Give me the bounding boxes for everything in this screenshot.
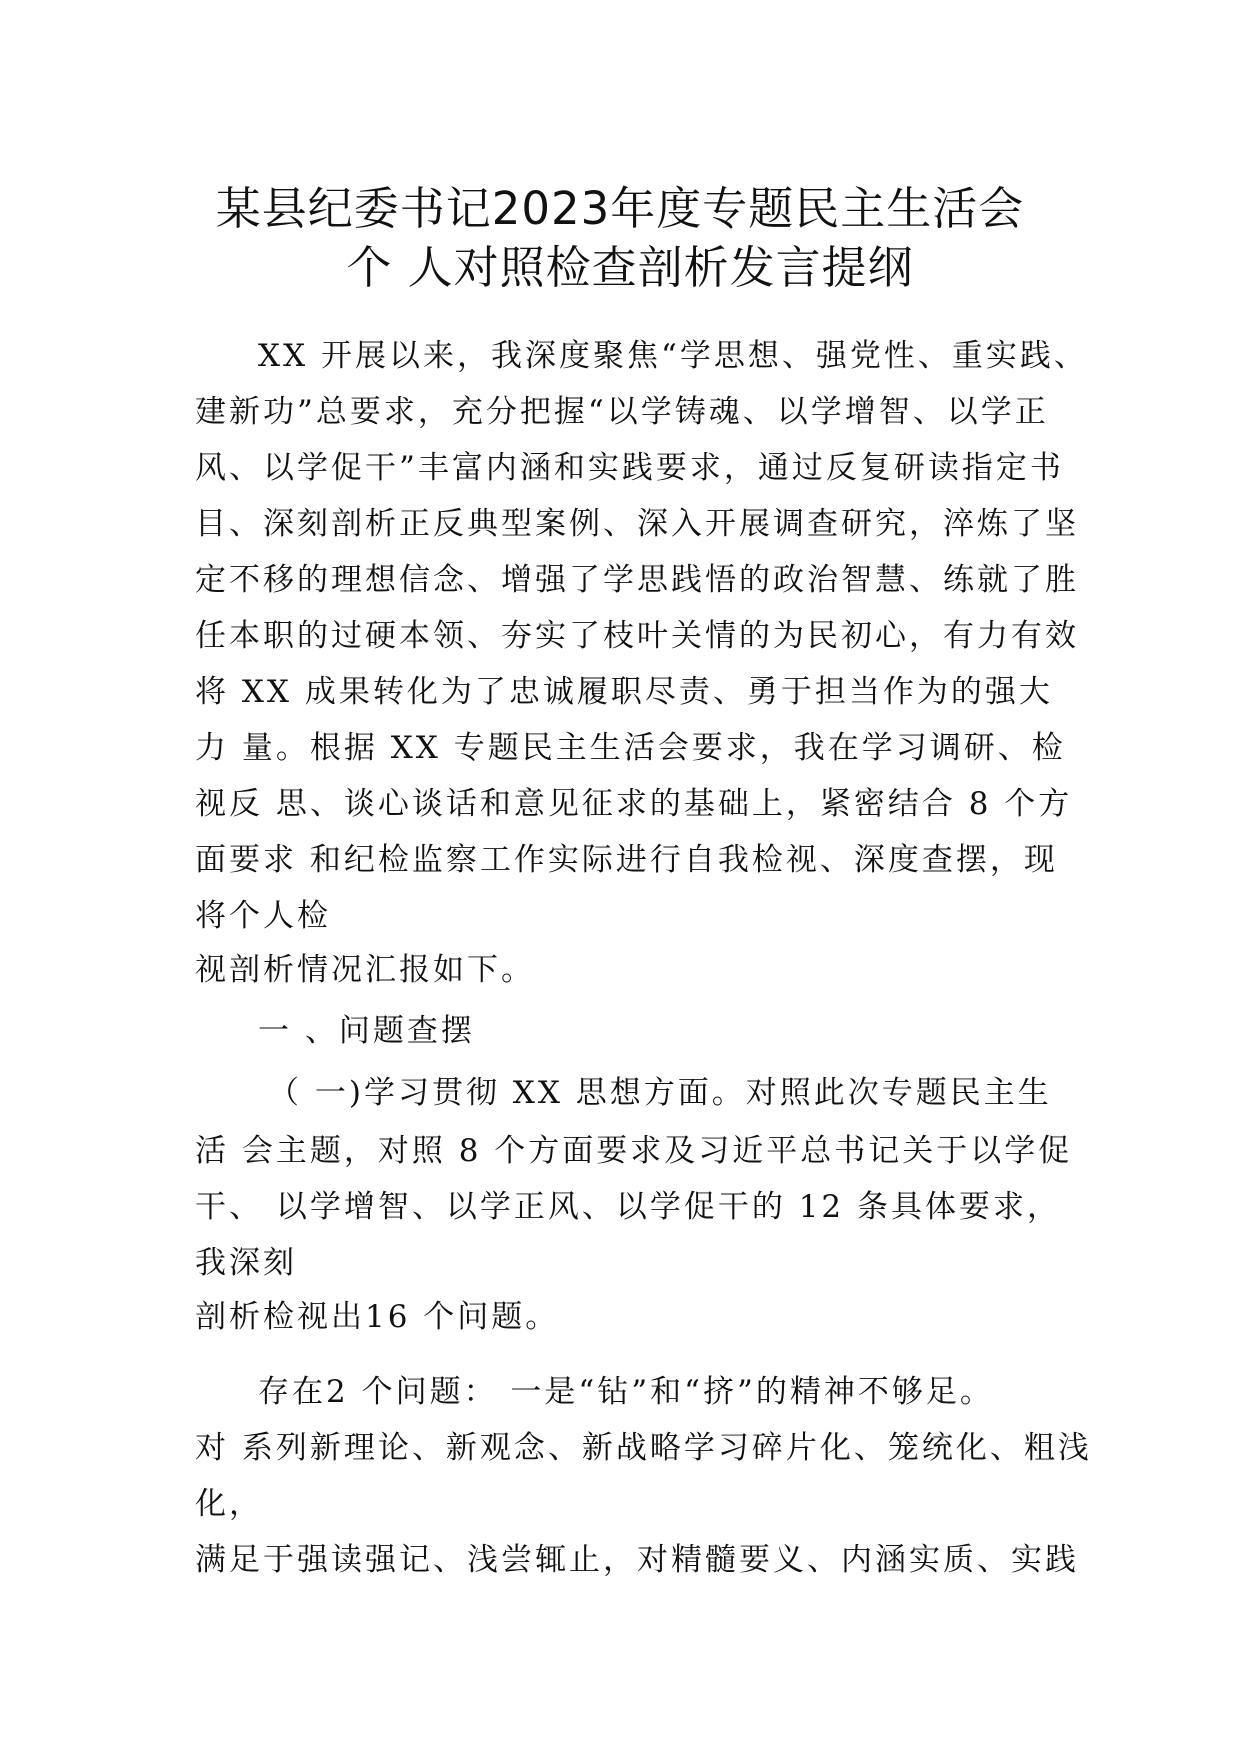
section-heading: 一 、问题查摆 xyxy=(258,1013,475,1049)
body-line: 化， xyxy=(195,1486,263,1522)
body-line: 风、以学促干”丰富内涵和实践要求，通过反复研读指定书 xyxy=(195,450,1064,486)
body-line: 存在2 个问题： 一是“钻”和“挤”的精神不够足。 xyxy=(258,1374,994,1410)
body-line: 将 XX 成果转化为了忠诚履职尽责、勇于担当作为的强大 xyxy=(195,674,1053,710)
body-line: （ 一)学习贯彻 XX 思想方面。对照此次专题民主生 xyxy=(268,1075,1052,1111)
body-line: 我深刻 xyxy=(195,1245,297,1281)
document-title-line-2: 个 人对照检查剖析发言提纲 xyxy=(346,241,914,294)
body-line: 干、 以学增智、以学正风、以学促干的 12 条具体要求， xyxy=(195,1189,1062,1225)
body-line: XX 开展以来，我深度聚焦“学思想、强党性、重实践、 xyxy=(258,338,1088,374)
body-line: 活 会主题，对照 8 个方面要求及习近平总书记关于以学促 xyxy=(195,1133,1073,1169)
body-line: 满足于强读强记、浅尝辄止，对精髓要义、内涵实质、实践 xyxy=(195,1542,1079,1578)
document-title-line-1: 某县纪委书记2023年度专题民主生活会 xyxy=(215,182,1025,235)
body-line: 将个人检 xyxy=(195,898,331,934)
body-line: 视剖析情况汇报如下。 xyxy=(195,952,535,988)
body-line: 面要求 和纪检监察工作实际进行自我检视、深度查摆，现 xyxy=(195,842,1058,878)
body-line: 对 系列新理论、新观念、新战略学习碎片化、笼统化、粗浅 xyxy=(195,1430,1092,1466)
body-line: 剖析检视出16 个问题。 xyxy=(195,1299,560,1335)
body-line: 力 量。根据 XX 专题民主生活会要求，我在学习调研、检 xyxy=(195,730,1066,766)
body-line: 目、深刻剖析正反典型案例、深入开展调查研究，淬炼了坚 xyxy=(195,506,1079,542)
body-line: 建新功”总要求，充分把握“以学铸魂、以学增智、以学正 xyxy=(195,394,1049,430)
body-line: 定不移的理想信念、增强了学思践悟的政治智慧、练就了胜 xyxy=(195,562,1079,598)
body-line: 任本职的过硬本领、夯实了枝叶关情的为民初心，有力有效 xyxy=(195,618,1079,654)
body-line: 视反 思、谈心谈话和意见征求的基础上，紧密结合 8 个方 xyxy=(195,786,1073,822)
